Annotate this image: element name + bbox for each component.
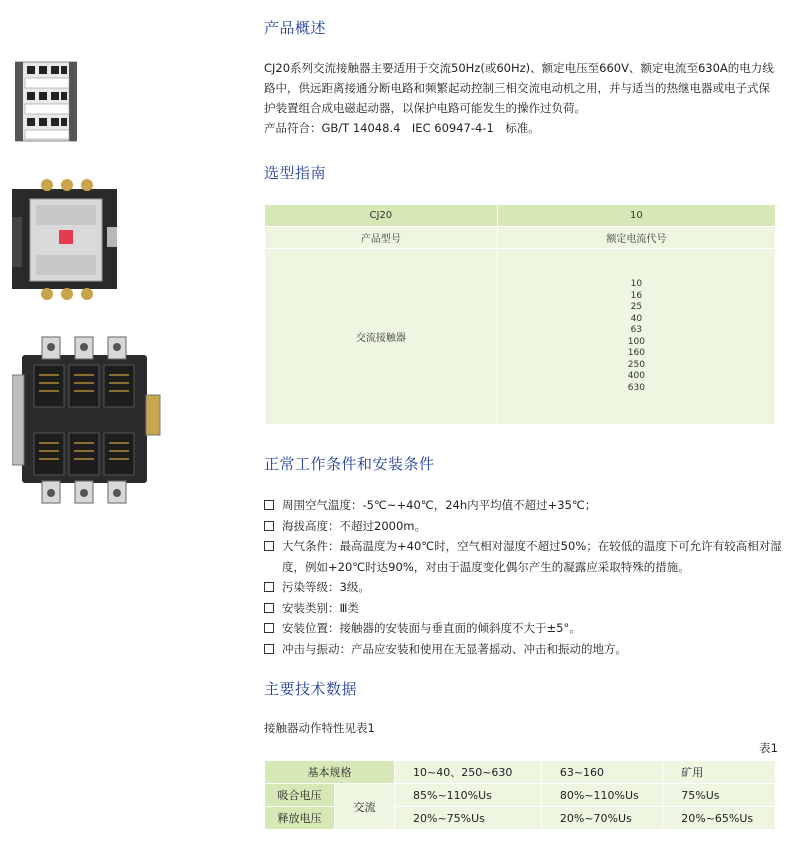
overview-title: 产品概述 bbox=[264, 19, 327, 37]
current-code: 100 bbox=[627, 336, 645, 347]
current-code-list bbox=[628, 279, 645, 394]
spec-value: 63~160 bbox=[541, 761, 662, 784]
pickup-value: 85%~110%Us bbox=[395, 784, 542, 807]
list-item bbox=[264, 536, 784, 577]
pickup-value: 75%Us bbox=[663, 784, 776, 807]
checkbox-icon bbox=[264, 603, 274, 613]
condition-text: 冲击与振动：产品应安装和使用在无显著摇动、冲击和振动的地方。 bbox=[282, 641, 627, 656]
overview-standard: 产品符合：GB/T 14048.4 IEC 60947-4-1 标准。 bbox=[264, 121, 540, 135]
overview-text bbox=[264, 58, 779, 138]
current-code: 630 bbox=[627, 382, 645, 393]
condition-text: 海拔高度：不超过2000m。 bbox=[282, 518, 426, 533]
release-value: 20%~70%Us bbox=[541, 807, 662, 830]
spec-value: 矿用 bbox=[663, 761, 776, 784]
current-code: 63 bbox=[630, 325, 643, 335]
current-code: 160 bbox=[627, 348, 645, 358]
table-row bbox=[265, 784, 776, 807]
selection-head-code: 10 bbox=[497, 205, 775, 227]
conditions-title: 正常工作条件和安装条件 bbox=[264, 455, 435, 473]
current-code: 40 bbox=[630, 313, 643, 324]
current-code: 10 bbox=[630, 279, 643, 289]
checkbox-icon bbox=[264, 644, 274, 654]
table-caption: 接触器动作特性见表1 bbox=[264, 721, 375, 735]
selection-sub-code: 额定电流代号 bbox=[497, 227, 775, 249]
tech-title: 主要技术数据 bbox=[264, 680, 358, 698]
selection-title: 选型指南 bbox=[264, 164, 327, 182]
condition-text: 大气条件：最高温度为+40℃时，空气相对湿度不超过50%；在较低的温度下可允许有较高相对湿度，例如+20℃时达90%，对由于温度变化偶尔产生的凝露应采取特殊的措施。 bbox=[282, 539, 782, 574]
selection-sub-model: 产品型号 bbox=[265, 227, 498, 249]
selection-body-label: 交流接触器 bbox=[265, 249, 498, 425]
pickup-value: 80%~110%Us bbox=[541, 784, 662, 807]
selection-code-cell bbox=[497, 249, 775, 425]
conditions-list bbox=[264, 495, 784, 659]
pickup-label: 吸合电压 bbox=[265, 784, 335, 807]
contactor-medium-image bbox=[12, 177, 117, 302]
selection-head-model: CJ20 bbox=[265, 205, 498, 227]
condition-text: 安装位置：接触器的安装面与垂直面的倾斜度不大于±5°。 bbox=[282, 621, 581, 635]
current-code: 25 bbox=[630, 302, 643, 312]
table-row bbox=[265, 761, 776, 784]
checkbox-icon bbox=[264, 582, 274, 592]
ac-label: 交流 bbox=[335, 784, 395, 830]
current-code: 250 bbox=[627, 359, 645, 370]
current-code: 16 bbox=[630, 290, 643, 301]
condition-text: 周围空气温度：-5℃~+40℃，24h内平均值不超过+35℃； bbox=[282, 498, 597, 512]
checkbox-icon bbox=[264, 541, 274, 551]
overview-paragraph: CJ20系列交流接触器主要适用于交流50Hz(或60Hz)、额定电压至660V、额定电流至630A的电力线路中，供远距离接通分断电路和频繁起动控制三相交流电动机之用，并与适当的热继电器或电子式保护装置组合成电磁起动器，以保护电路可能发生的操作过负荷。 bbox=[264, 61, 774, 115]
release-label: 释放电压 bbox=[265, 807, 335, 830]
checkbox-icon bbox=[264, 623, 274, 633]
list-item bbox=[264, 516, 784, 537]
list-item bbox=[264, 577, 784, 598]
contactor-small-image bbox=[15, 60, 77, 143]
release-value: 20%~65%Us bbox=[663, 807, 776, 830]
tech-table bbox=[264, 760, 776, 830]
list-item bbox=[264, 618, 784, 639]
list-item bbox=[264, 495, 784, 516]
list-item bbox=[264, 598, 784, 619]
release-value: 20%~75%Us bbox=[395, 807, 542, 830]
table-number: 表1 bbox=[759, 741, 778, 755]
spec-label: 基本规格 bbox=[265, 761, 395, 784]
checkbox-icon bbox=[264, 500, 274, 510]
condition-text: 安装类别：Ⅲ类 bbox=[282, 600, 359, 615]
contactor-large-image bbox=[12, 335, 162, 505]
list-item bbox=[264, 639, 784, 660]
condition-text: 污染等级：3级。 bbox=[282, 580, 370, 594]
spec-value: 10~40、250~630 bbox=[395, 761, 542, 784]
checkbox-icon bbox=[264, 521, 274, 531]
selection-table bbox=[264, 204, 776, 425]
current-code: 400 bbox=[627, 371, 645, 381]
